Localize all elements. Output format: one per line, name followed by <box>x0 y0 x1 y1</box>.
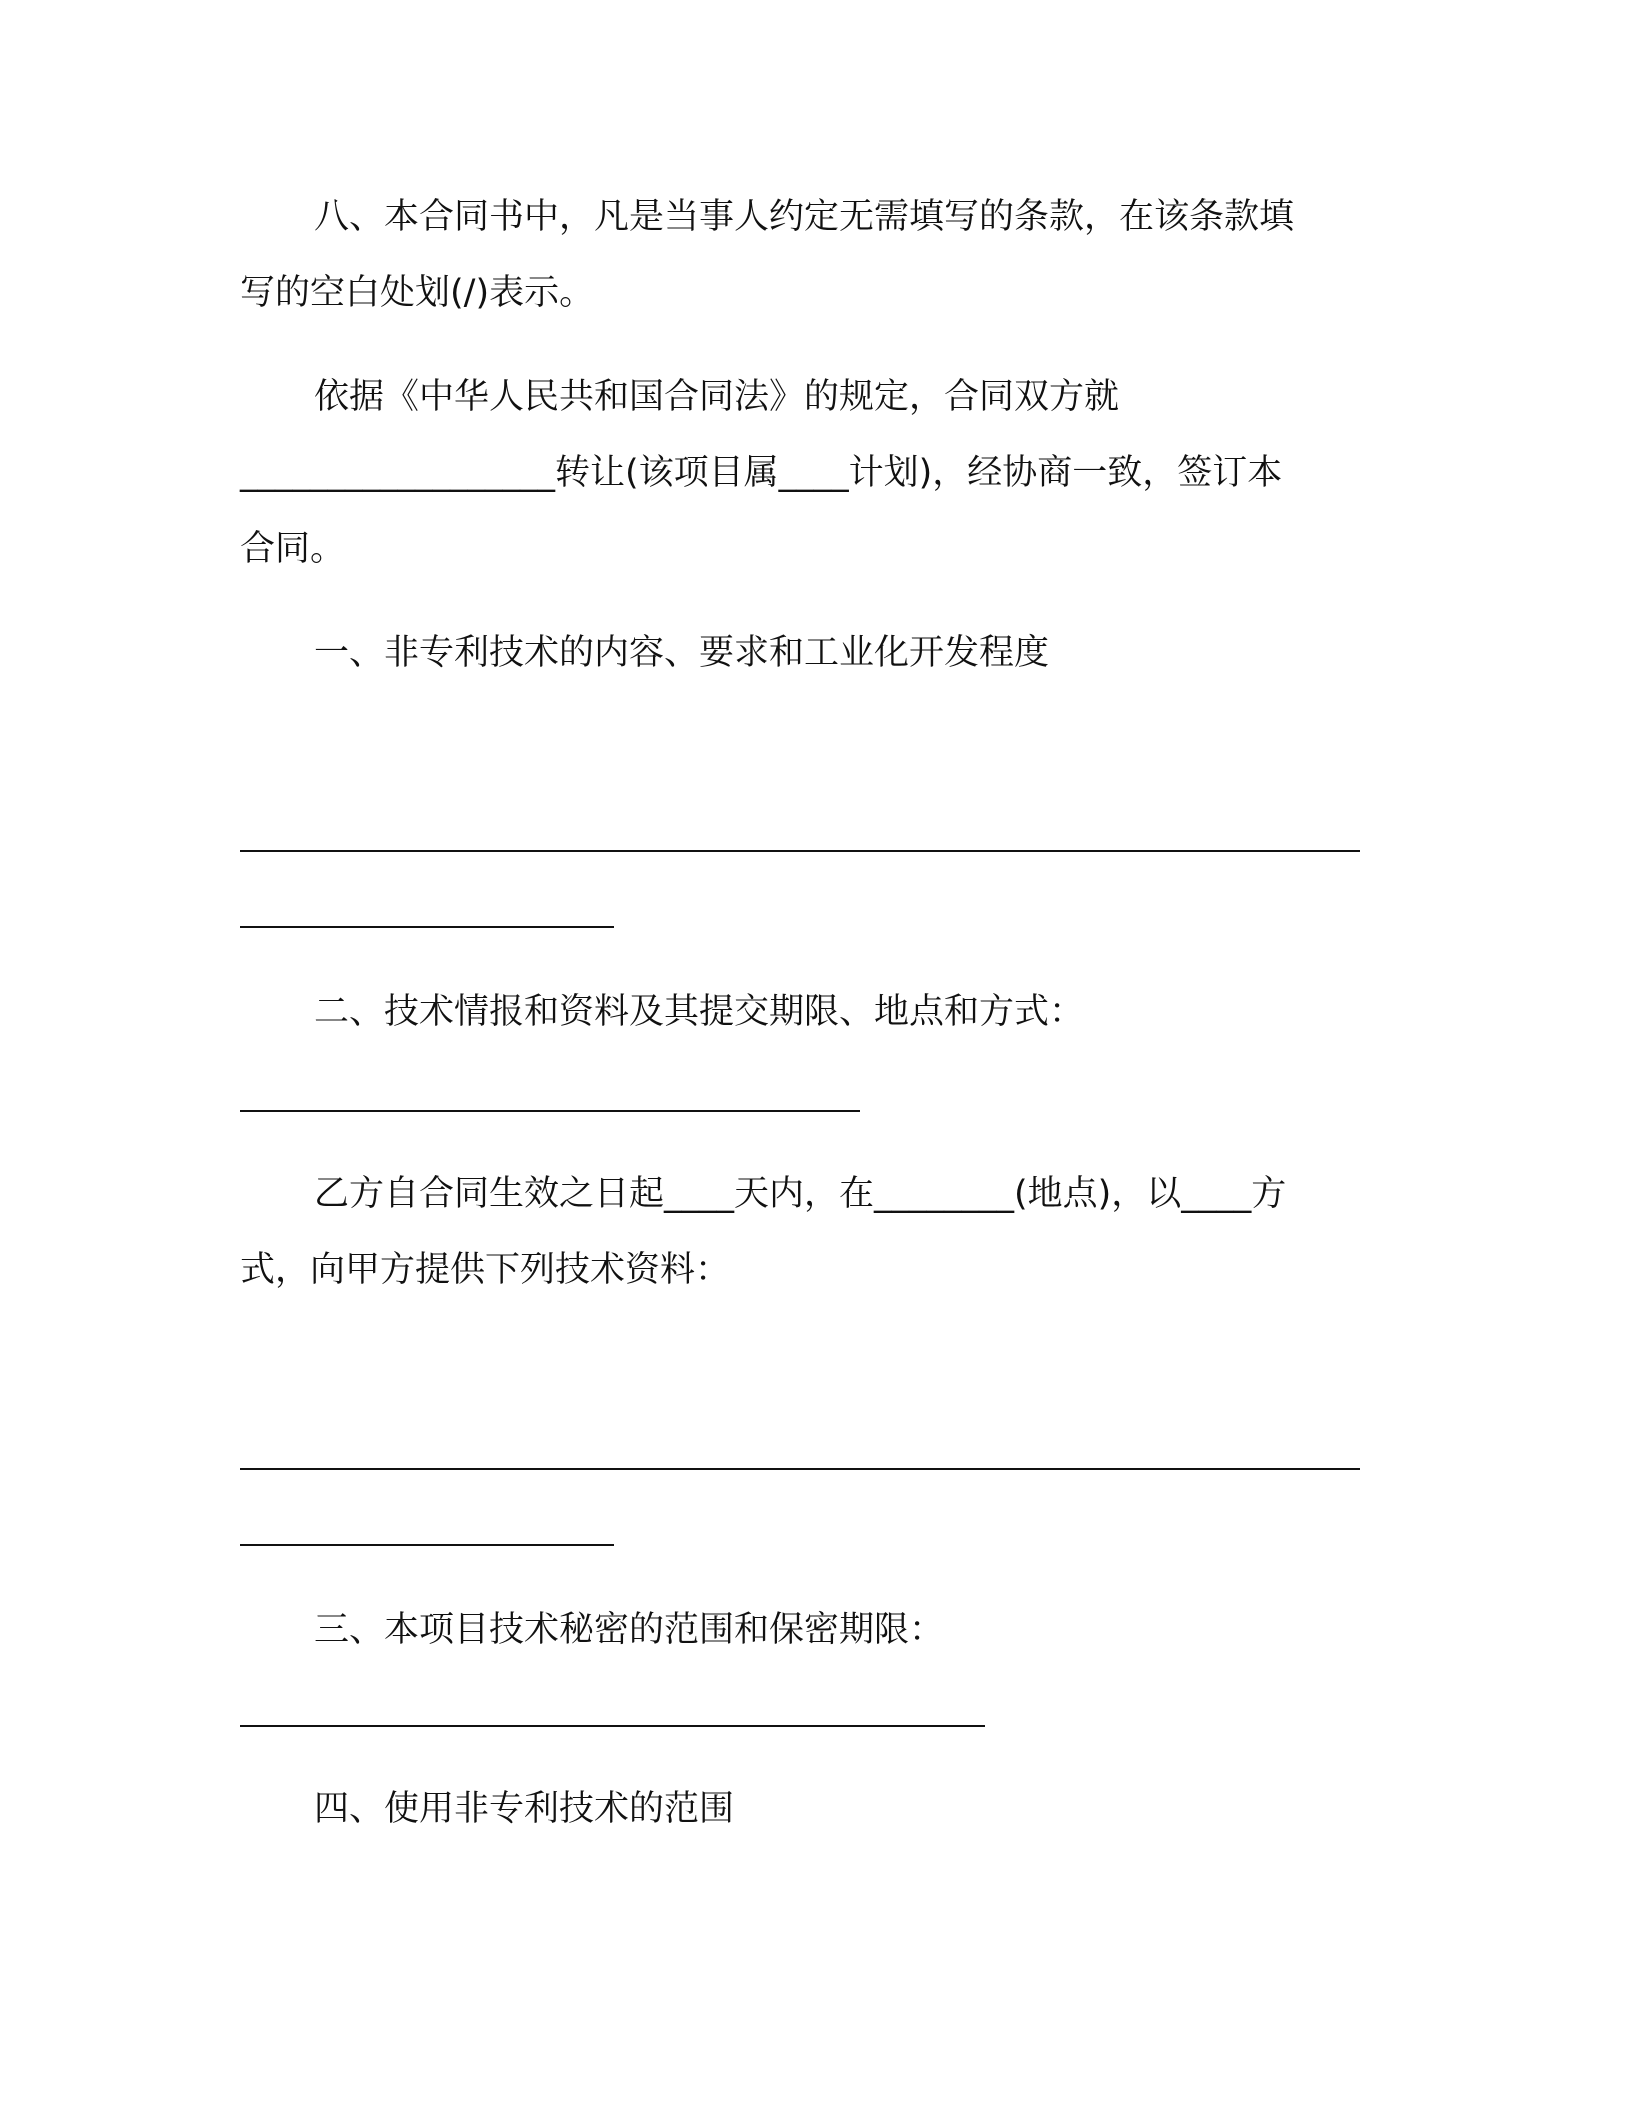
blank-line <box>240 1468 1360 1470</box>
basis-line-2: __________________转让(该项目属____计划)，经协商一致，签订本 <box>240 453 1283 493</box>
section-one-heading: 一、非专利技术的内容、要求和工业化开发程度 <box>314 633 1050 673</box>
blank-line <box>240 850 1360 852</box>
clause-eight-line-2: 写的空白处划(/)表示。 <box>240 273 595 313</box>
blank-line <box>240 1725 985 1727</box>
basis-line-3: 合同。 <box>240 529 346 569</box>
clause-eight-line-1: 八、本合同书中，凡是当事人约定无需填写的条款，在该条款填 <box>314 197 1295 237</box>
delivery-line-2: 式，向甲方提供下列技术资料： <box>240 1250 731 1290</box>
delivery-line-1: 乙方自合同生效之日起____天内，在________(地点)，以____方 <box>314 1174 1287 1214</box>
section-four-heading: 四、使用非专利技术的范围 <box>314 1789 735 1829</box>
section-two-heading: 二、技术情报和资料及其提交期限、地点和方式： <box>314 992 1085 1032</box>
blank-line <box>240 926 614 928</box>
blank-line <box>240 1110 860 1112</box>
basis-line-1: 依据《中华人民共和国合同法》的规定，合同双方就 <box>314 377 1120 417</box>
blank-line <box>240 1544 614 1546</box>
section-three-heading: 三、本项目技术秘密的范围和保密期限： <box>314 1610 945 1650</box>
